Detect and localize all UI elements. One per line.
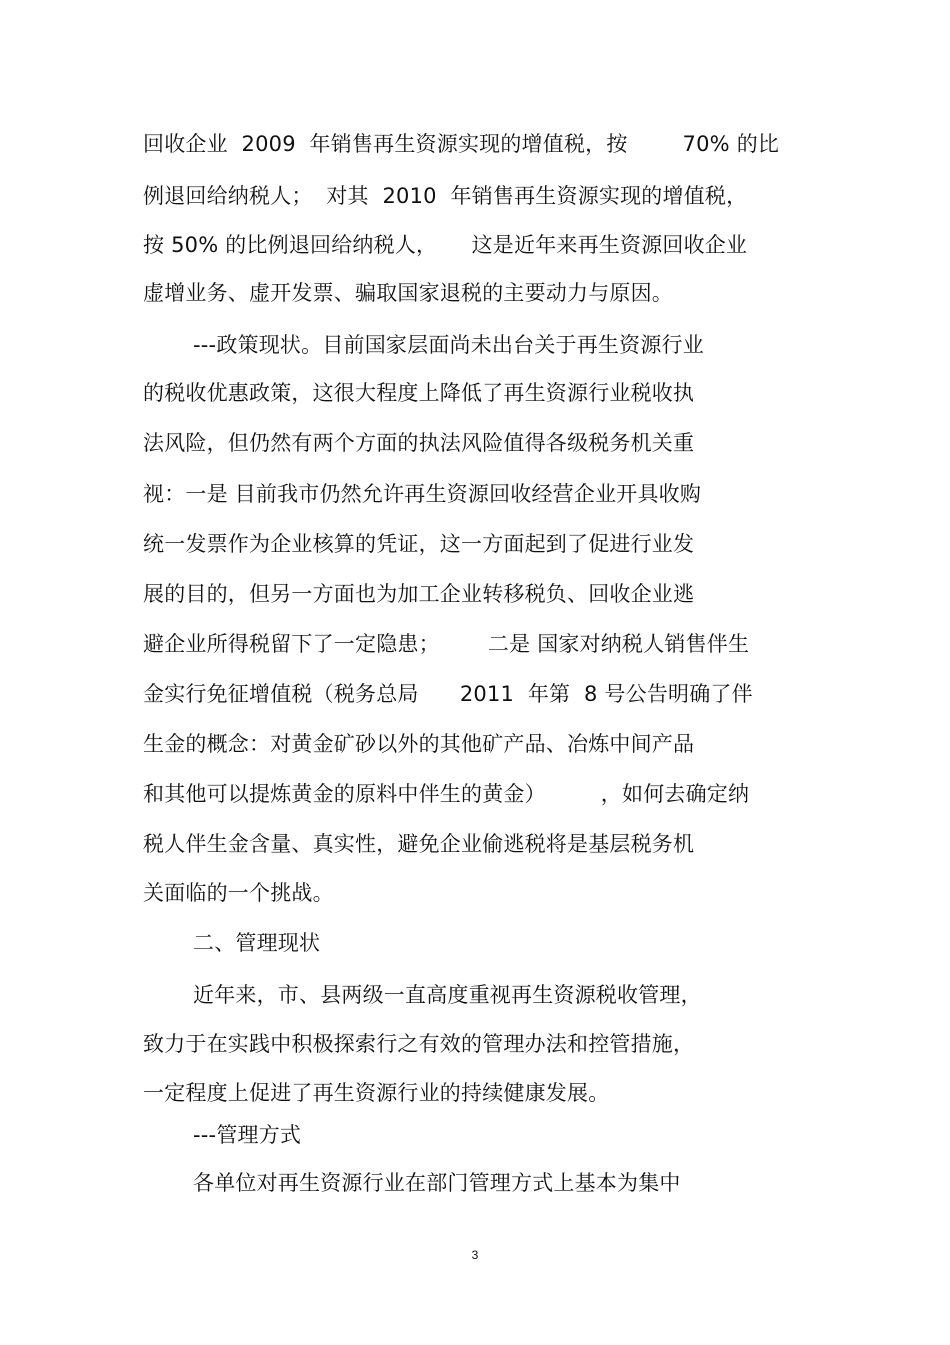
text-line: 展的目的，但另一方面也为加工企业转移税负、回收企业逃 [143, 582, 695, 606]
text-line: 统一发票作为企业核算的凭证，这一方面起到了促进行业发 [143, 532, 695, 556]
text-line: 的税收优惠政策，这很大程度上降低了再生资源行业税收执 [143, 381, 695, 405]
text-line: 金实行免征增值税（税务总局 2011 年第 8 号公告明确了伴 [143, 682, 753, 706]
text-line: 例退回给纳税人； 对其 2010 年销售再生资源实现的增值税， [143, 184, 748, 208]
text-line: 税人伴生金含量、真实性，避免企业偷逃税将是基层税务机 [143, 832, 695, 856]
page-number: 3 [471, 1248, 479, 1262]
text-line: 致力于在实践中积极探索行之有效的管理办法和控管措施， [143, 1032, 695, 1056]
subsection-heading: ---管理方式 [193, 1123, 302, 1147]
text-line: 法风险，但仍然有两个方面的执法风险值得各级税务机关重 [143, 431, 695, 455]
text-line: 按 50% 的比例退回给纳税人， 这是近年来再生资源回收企业 [143, 233, 748, 257]
text-line: 回收企业 2009 年销售再生资源实现的增值税，按 70% 的比 [143, 132, 780, 156]
text-line: 虚增业务、虚开发票、骗取国家退税的主要动力与原因。 [143, 281, 673, 305]
text-line: 各单位对再生资源行业在部门管理方式上基本为集中 [193, 1171, 681, 1195]
text-line: 一定程度上促进了再生资源行业的持续健康发展。 [143, 1081, 610, 1105]
text-line: 近年来，市、县两级一直高度重视再生资源税收管理， [193, 983, 702, 1007]
text-line: 关面临的一个挑战。 [143, 881, 334, 905]
section-heading: 二、管理现状 [193, 931, 321, 955]
text-line: ---政策现状。目前国家层面尚未出台关于再生资源行业 [193, 333, 704, 357]
text-line: 避企业所得税留下了一定隐患； 二是 国家对纳税人销售伴生 [143, 632, 750, 656]
text-line: 视：一是 目前我市仍然允许再生资源回收经营企业开具收购 [143, 482, 702, 506]
text-line: 生金的概念：对黄金矿砂以外的其他矿产品、冶炼中间产品 [143, 732, 695, 756]
text-line: 和其他可以提炼黄金的原料中伴生的黄金） ，如何去确定纳 [143, 782, 750, 806]
